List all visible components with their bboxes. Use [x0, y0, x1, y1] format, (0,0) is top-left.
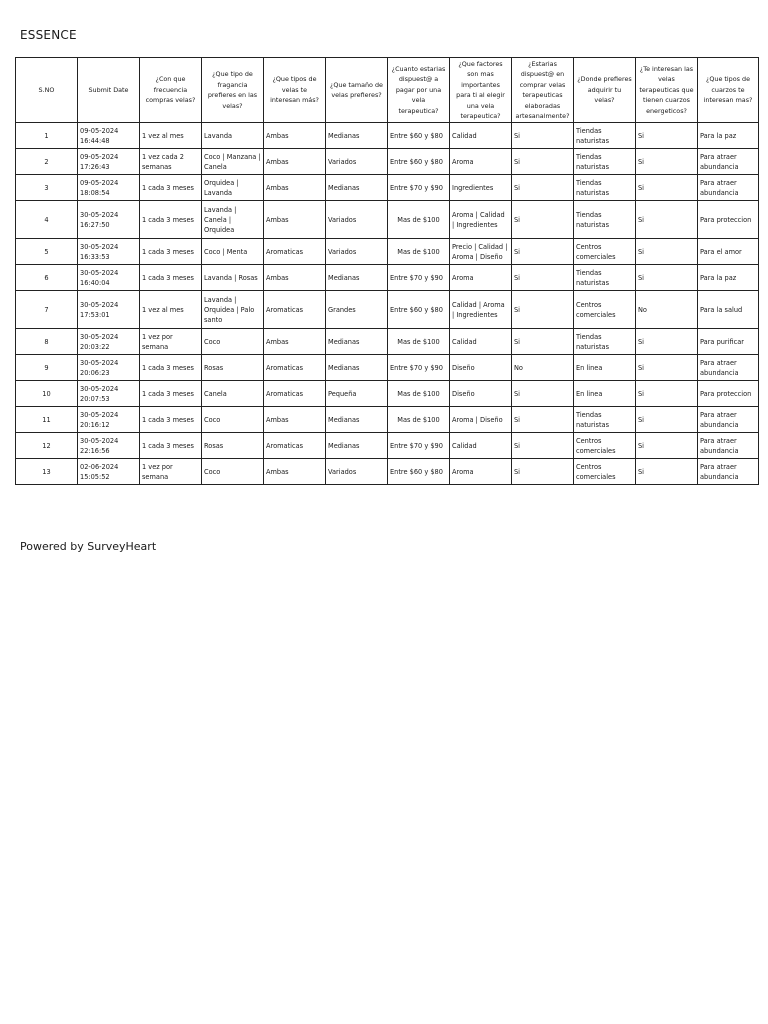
table-cell: 12	[16, 433, 78, 459]
table-cell: Si	[512, 123, 574, 149]
table-cell: Entre $60 y $80	[388, 149, 450, 175]
table-cell: Aroma	[450, 149, 512, 175]
table-cell: Centros comerciales	[574, 459, 636, 485]
table-cell: 1 vez al mes	[140, 291, 202, 329]
table-cell: Variados	[326, 459, 388, 485]
table-cell: Ambas	[264, 407, 326, 433]
table-cell: Calidad	[450, 329, 512, 355]
table-cell: 13	[16, 459, 78, 485]
table-cell: 1 cada 3 meses	[140, 265, 202, 291]
table-cell: Medianas	[326, 123, 388, 149]
table-cell: 1 cada 3 meses	[140, 201, 202, 239]
table-cell: Si	[512, 459, 574, 485]
table-cell: En linea	[574, 355, 636, 381]
column-header: ¿Donde prefieres adquirir tu velas?	[574, 58, 636, 123]
table-cell: Aromaticas	[264, 291, 326, 329]
table-cell: 30-05-2024 20:16:12	[78, 407, 140, 433]
table-cell: No	[636, 291, 698, 329]
table-cell: Entre $70 y $90	[388, 355, 450, 381]
table-cell: Medianas	[326, 433, 388, 459]
table-cell: 1 cada 3 meses	[140, 355, 202, 381]
table-cell: 30-05-2024 17:53:01	[78, 291, 140, 329]
table-cell: Diseño	[450, 381, 512, 407]
table-cell: Variados	[326, 201, 388, 239]
table-cell: Si	[636, 175, 698, 201]
table-cell: Coco | Manzana | Canela	[202, 149, 264, 175]
table-cell: Si	[636, 239, 698, 265]
table-cell: Aroma | Calidad | Ingredientes	[450, 201, 512, 239]
table-row	[16, 239, 759, 265]
table-body	[16, 123, 759, 485]
table-cell: Tiendas naturistas	[574, 407, 636, 433]
table-cell: 30-05-2024 20:03:22	[78, 329, 140, 355]
table-cell: En linea	[574, 381, 636, 407]
column-header: ¿Que factores son mas importantes para ti al elegir una vela terapeutica?	[450, 58, 512, 123]
table-cell: Para proteccion	[698, 201, 759, 239]
table-cell: Centros comerciales	[574, 433, 636, 459]
table-cell: Tiendas naturistas	[574, 175, 636, 201]
column-header: ¿Que tamaño de velas prefieres?	[326, 58, 388, 123]
table-cell: Si	[636, 355, 698, 381]
table-cell: 9	[16, 355, 78, 381]
table-cell: Si	[512, 265, 574, 291]
table-cell: Si	[636, 329, 698, 355]
table-cell: 3	[16, 175, 78, 201]
table-cell: 30-05-2024 16:33:53	[78, 239, 140, 265]
table-cell: Entre $70 y $90	[388, 433, 450, 459]
page-title: ESSENCE	[20, 28, 77, 42]
table-cell: Para atraer abundancia	[698, 175, 759, 201]
table-cell: 1 cada 3 meses	[140, 175, 202, 201]
table-cell: Rosas	[202, 355, 264, 381]
column-header: ¿Que tipos de cuarzos te interesan mas?	[698, 58, 759, 123]
table-cell: Si	[512, 149, 574, 175]
table-cell: Ambas	[264, 123, 326, 149]
table-row	[16, 407, 759, 433]
table-cell: Tiendas naturistas	[574, 329, 636, 355]
table-cell: Tiendas naturistas	[574, 265, 636, 291]
table-cell: Para la salud	[698, 291, 759, 329]
table-cell: Calidad | Aroma | Ingredientes	[450, 291, 512, 329]
table-cell: Variados	[326, 149, 388, 175]
table-cell: 09-05-2024 17:26:43	[78, 149, 140, 175]
table-row	[16, 433, 759, 459]
table-cell: Si	[512, 201, 574, 239]
table-cell: Si	[636, 123, 698, 149]
table-cell: Ambas	[264, 265, 326, 291]
table-cell: Medianas	[326, 355, 388, 381]
table-row	[16, 201, 759, 239]
table-cell: 4	[16, 201, 78, 239]
table-cell: Para atraer abundancia	[698, 433, 759, 459]
table-row	[16, 381, 759, 407]
table-row	[16, 265, 759, 291]
table-cell: Para la paz	[698, 123, 759, 149]
table-cell: 8	[16, 329, 78, 355]
footer-branding: Powered by SurveyHeart	[20, 540, 157, 553]
table-cell: Para atraer abundancia	[698, 355, 759, 381]
table-cell: Medianas	[326, 175, 388, 201]
table-cell: Entre $60 y $80	[388, 123, 450, 149]
table-cell: 09-05-2024 16:44:48	[78, 123, 140, 149]
column-header: ¿Te interesan las velas terapeuticas que tienen cuarzos energeticos?	[636, 58, 698, 123]
table-cell: Si	[636, 459, 698, 485]
table-cell: Aroma	[450, 265, 512, 291]
table-cell: Mas de $100	[388, 239, 450, 265]
table-row	[16, 329, 759, 355]
column-header: ¿Cuanto estarias dispuest@ a pagar por una vela terapeutica?	[388, 58, 450, 123]
table-cell: Ambas	[264, 149, 326, 175]
table-cell: Para proteccion	[698, 381, 759, 407]
table-cell: Ambas	[264, 459, 326, 485]
table-cell: Lavanda	[202, 123, 264, 149]
table-cell: Calidad	[450, 433, 512, 459]
table-cell: Mas de $100	[388, 201, 450, 239]
table-cell: Mas de $100	[388, 329, 450, 355]
table-cell: 30-05-2024 22:16:56	[78, 433, 140, 459]
responses-table	[15, 57, 759, 485]
column-header: ¿Con que frecuencia compras velas?	[140, 58, 202, 123]
table-cell: Si	[636, 149, 698, 175]
table-cell: Aromaticas	[264, 239, 326, 265]
table-cell: Para la paz	[698, 265, 759, 291]
table-cell: 02-06-2024 15:05:52	[78, 459, 140, 485]
table-cell: Para atraer abundancia	[698, 459, 759, 485]
table-cell: Precio | Calidad | Aroma | Diseño	[450, 239, 512, 265]
table-cell: Mas de $100	[388, 381, 450, 407]
table-cell: Ingredientes	[450, 175, 512, 201]
table-cell: 1 vez cada 2 semanas	[140, 149, 202, 175]
table-cell: Ambas	[264, 175, 326, 201]
table-cell: Para purificar	[698, 329, 759, 355]
table-cell: 1 cada 3 meses	[140, 433, 202, 459]
table-cell: Orquidea | Lavanda	[202, 175, 264, 201]
table-row	[16, 291, 759, 329]
table-cell: Diseño	[450, 355, 512, 381]
table-cell: Ambas	[264, 329, 326, 355]
table-cell: Si	[512, 239, 574, 265]
table-cell: Si	[636, 201, 698, 239]
table-cell: Calidad	[450, 123, 512, 149]
table-cell: 11	[16, 407, 78, 433]
table-cell: Centros comerciales	[574, 291, 636, 329]
table-cell: Variados	[326, 239, 388, 265]
table-cell: 7	[16, 291, 78, 329]
table-row	[16, 459, 759, 485]
table-cell: Para atraer abundancia	[698, 149, 759, 175]
table-cell: Aroma	[450, 459, 512, 485]
column-header: S.NO	[16, 58, 78, 123]
table-cell: Grandes	[326, 291, 388, 329]
column-header: ¿Estarias dispuest@ en comprar velas terapeuticas elaboradas artesanalmente?	[512, 58, 574, 123]
table-cell: 1 cada 3 meses	[140, 381, 202, 407]
table-cell: Entre $60 y $80	[388, 291, 450, 329]
table-cell: Si	[512, 175, 574, 201]
table-cell: Entre $60 y $80	[388, 459, 450, 485]
table-cell: Medianas	[326, 329, 388, 355]
table-cell: 6	[16, 265, 78, 291]
table-cell: Rosas	[202, 433, 264, 459]
table-cell: 10	[16, 381, 78, 407]
table-cell: Para el amor	[698, 239, 759, 265]
table-cell: 1 vez por semana	[140, 329, 202, 355]
table-cell: Medianas	[326, 265, 388, 291]
table-cell: 09-05-2024 18:08:54	[78, 175, 140, 201]
table-row	[16, 149, 759, 175]
table-cell: Si	[512, 381, 574, 407]
table-cell: Si	[512, 433, 574, 459]
table-cell: 5	[16, 239, 78, 265]
table-cell: 1	[16, 123, 78, 149]
column-header: Submit Date	[78, 58, 140, 123]
table-cell: 2	[16, 149, 78, 175]
table-cell: Si	[636, 381, 698, 407]
table-cell: No	[512, 355, 574, 381]
table-cell: Tiendas naturistas	[574, 123, 636, 149]
table-cell: Mas de $100	[388, 407, 450, 433]
table-cell: Aromaticas	[264, 381, 326, 407]
table-cell: Lavanda | Rosas	[202, 265, 264, 291]
table-cell: Centros comerciales	[574, 239, 636, 265]
table-cell: Si	[636, 265, 698, 291]
table-cell: Si	[512, 407, 574, 433]
table-cell: Coco	[202, 329, 264, 355]
table-cell: 30-05-2024 16:27:50	[78, 201, 140, 239]
table-cell: Aroma | Diseño	[450, 407, 512, 433]
table-cell: 30-05-2024 20:06:23	[78, 355, 140, 381]
table-cell: Entre $70 y $90	[388, 175, 450, 201]
table-cell: Entre $70 y $90	[388, 265, 450, 291]
table-cell: Si	[512, 291, 574, 329]
column-header: ¿Que tipo de fragancia prefieres en las velas?	[202, 58, 264, 123]
table-cell: Pequeña	[326, 381, 388, 407]
table-cell: Coco	[202, 407, 264, 433]
table-cell: Coco | Menta	[202, 239, 264, 265]
table-cell: Lavanda | Canela | Orquidea	[202, 201, 264, 239]
table-row	[16, 175, 759, 201]
table-cell: Aromaticas	[264, 355, 326, 381]
table-cell: Tiendas naturistas	[574, 149, 636, 175]
table-cell: 1 vez al mes	[140, 123, 202, 149]
table-cell: Si	[512, 329, 574, 355]
table-cell: 30-05-2024 20:07:53	[78, 381, 140, 407]
table-cell: Para atraer abundancia	[698, 407, 759, 433]
table-cell: Aromaticas	[264, 433, 326, 459]
table-header-row	[16, 58, 759, 123]
table-row	[16, 123, 759, 149]
table-cell: 30-05-2024 16:40:04	[78, 265, 140, 291]
table-cell: 1 cada 3 meses	[140, 239, 202, 265]
table-cell: Si	[636, 433, 698, 459]
table-row	[16, 355, 759, 381]
table-cell: Tiendas naturistas	[574, 201, 636, 239]
table-cell: 1 vez por semana	[140, 459, 202, 485]
table-cell: Ambas	[264, 201, 326, 239]
table-cell: Lavanda | Orquidea | Palo santo	[202, 291, 264, 329]
table-cell: Canela	[202, 381, 264, 407]
table-cell: Si	[636, 407, 698, 433]
table-cell: Medianas	[326, 407, 388, 433]
table-cell: 1 cada 3 meses	[140, 407, 202, 433]
column-header: ¿Que tipos de velas te interesan más?	[264, 58, 326, 123]
table-cell: Coco	[202, 459, 264, 485]
